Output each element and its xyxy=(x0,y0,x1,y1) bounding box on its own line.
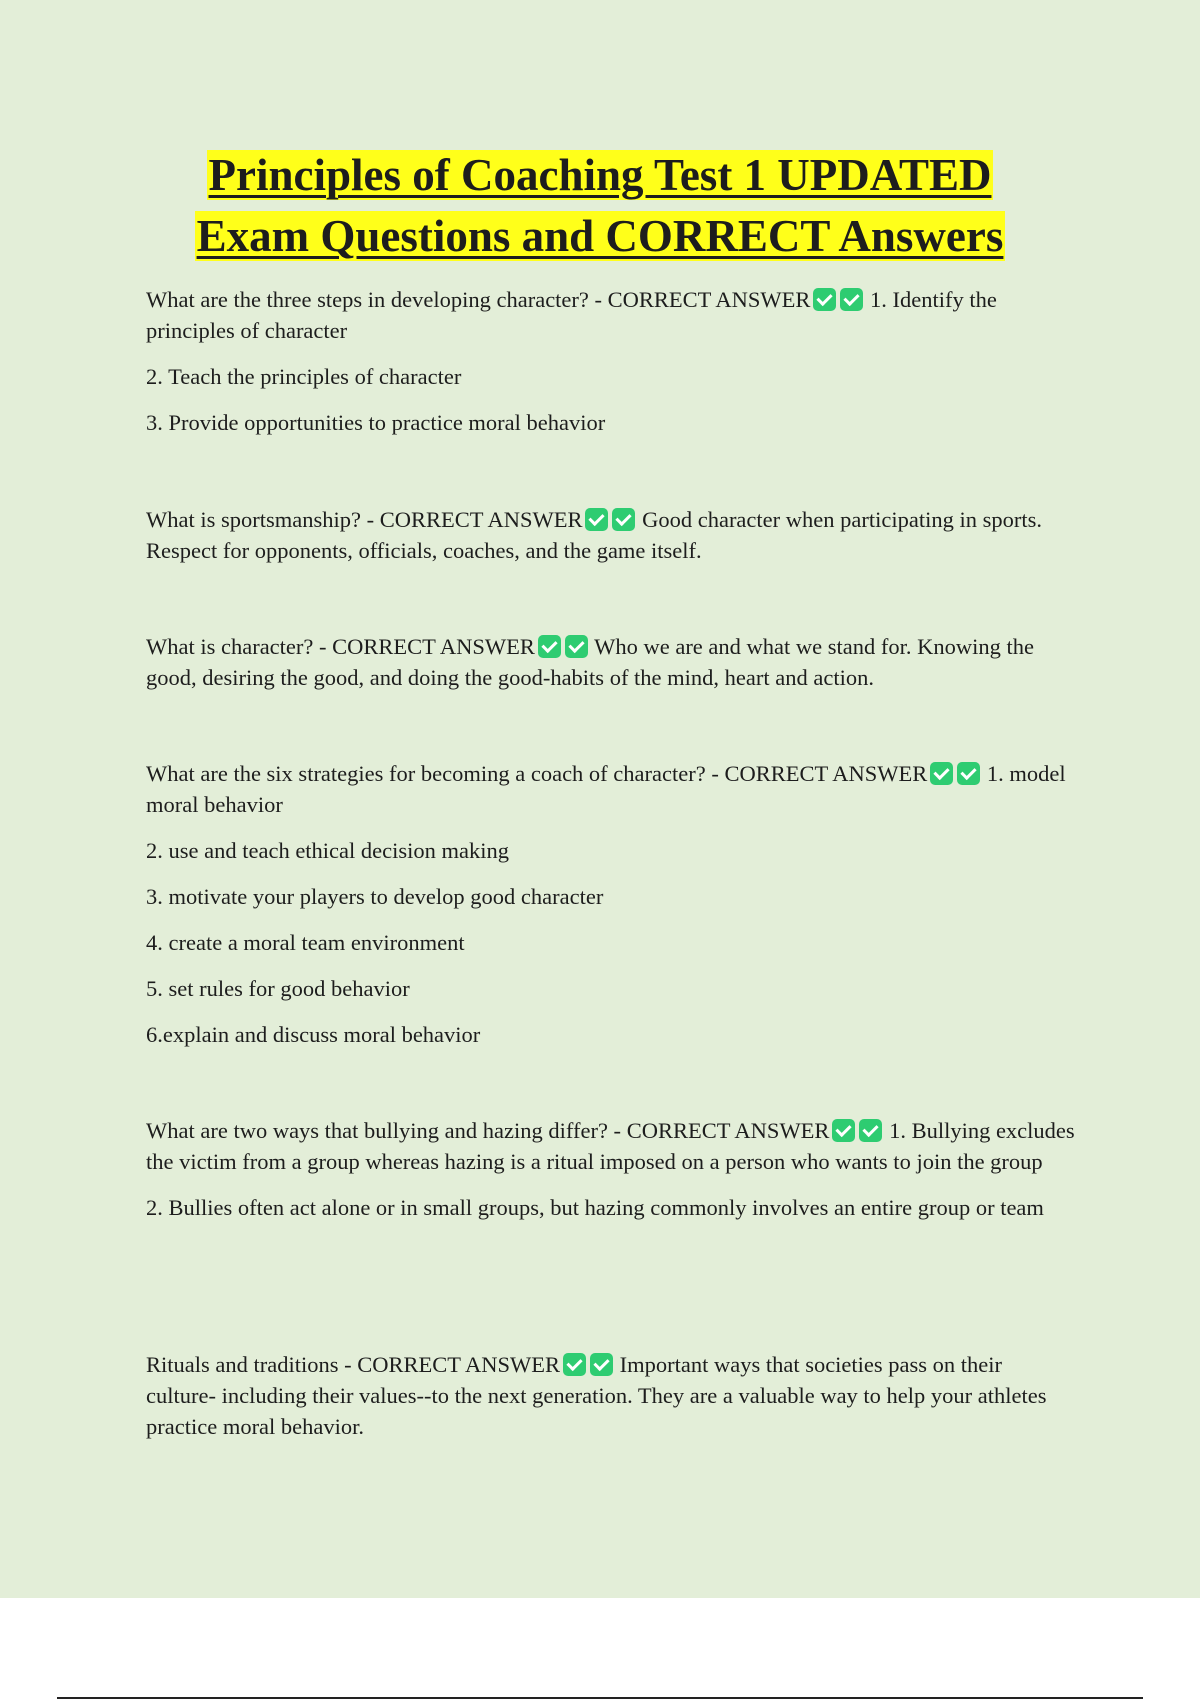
check-mark-icon xyxy=(585,508,608,531)
correct-answer-label: CORRECT ANSWER xyxy=(607,287,811,312)
list-item: 2. Bullies often act alone or in small groups, but hazing commonly involves an entire group or team xyxy=(146,1195,1044,1220)
answer-text: Good character when participating in sports. Respect for opponents, officials, coaches, and the game itself. xyxy=(146,507,1042,563)
check-mark-icon xyxy=(832,1119,855,1142)
list-item: 3. motivate your players to develop good character xyxy=(146,884,604,909)
question-text: What are the three steps in developing character? - xyxy=(146,287,603,312)
list-item: 2. Teach the principles of character xyxy=(146,364,462,389)
correct-answer-label: CORRECT ANSWER xyxy=(357,1352,560,1377)
check-mark-icon xyxy=(590,1353,613,1376)
check-mark-icon xyxy=(565,635,588,658)
list-item: 2. use and teach ethical decision making xyxy=(146,838,509,863)
correct-answer-label: CORRECT ANSWER xyxy=(626,1118,830,1143)
title-line-1: Principles of Coaching Test 1 UPDATED xyxy=(208,150,992,200)
list-item: 6.explain and discuss moral behavior xyxy=(146,1022,481,1047)
check-mark-icon xyxy=(538,635,561,658)
qa-block-6 xyxy=(146,1349,1076,1442)
title-line-2: Exam Questions and CORRECT Answers xyxy=(196,211,1004,261)
correct-answer-label: CORRECT ANSWER xyxy=(379,507,583,532)
question-text: Rituals and traditions - xyxy=(146,1352,352,1377)
check-mark-icon xyxy=(930,762,953,785)
correct-answer-label: CORRECT ANSWER xyxy=(724,761,928,786)
question-text: What are the six strategies for becoming a coach of character? - xyxy=(146,761,719,786)
question-text: What are two ways that bullying and hazing differ? - xyxy=(146,1118,622,1143)
qa-question xyxy=(146,1349,1076,1442)
answer-text: 1. Identify the principles of character xyxy=(146,287,997,343)
answer-text: Important ways that societies pass on their culture- including their values--to the next generation. They are a valuable way to help your athletes practice moral behavior. xyxy=(146,1352,1047,1439)
check-mark-icon xyxy=(840,288,863,311)
document-title xyxy=(0,145,1200,267)
qa-block-1 xyxy=(146,284,1076,438)
answer-text: Who we are and what we stand for. Knowing the good, desiring the good, and doing the good-habits of the mind, heart and action. xyxy=(146,634,1034,690)
list-item: 4. create a moral team environment xyxy=(146,930,465,955)
answer-text: 1. Bullying excludes the victim from a group whereas hazing is a ritual imposed on a person who wants to join the group xyxy=(146,1118,1075,1174)
check-mark-icon xyxy=(563,1353,586,1376)
qa-block-4 xyxy=(146,758,1076,1050)
qa-question xyxy=(146,504,1076,566)
question-text: What is sportsmanship? - xyxy=(146,507,375,532)
check-mark-icon xyxy=(612,508,635,531)
qa-question xyxy=(146,284,1076,346)
qa-question xyxy=(146,631,1076,693)
list-item: 3. Provide opportunities to practice moral behavior xyxy=(146,410,606,435)
answer-text: 1. model moral behavior xyxy=(146,761,1066,817)
qa-question xyxy=(146,758,1076,820)
qa-block-2 xyxy=(146,504,1076,566)
check-mark-icon xyxy=(813,288,836,311)
check-mark-icon xyxy=(957,762,980,785)
check-mark-icon xyxy=(859,1119,882,1142)
qa-question xyxy=(146,1115,1076,1177)
correct-answer-label: CORRECT ANSWER xyxy=(332,634,535,659)
footer-divider xyxy=(57,1697,1143,1699)
qa-block-5 xyxy=(146,1115,1076,1223)
list-item: 5. set rules for good behavior xyxy=(146,976,410,1001)
question-text: What is character? - xyxy=(146,634,327,659)
qa-block-3 xyxy=(146,631,1076,693)
